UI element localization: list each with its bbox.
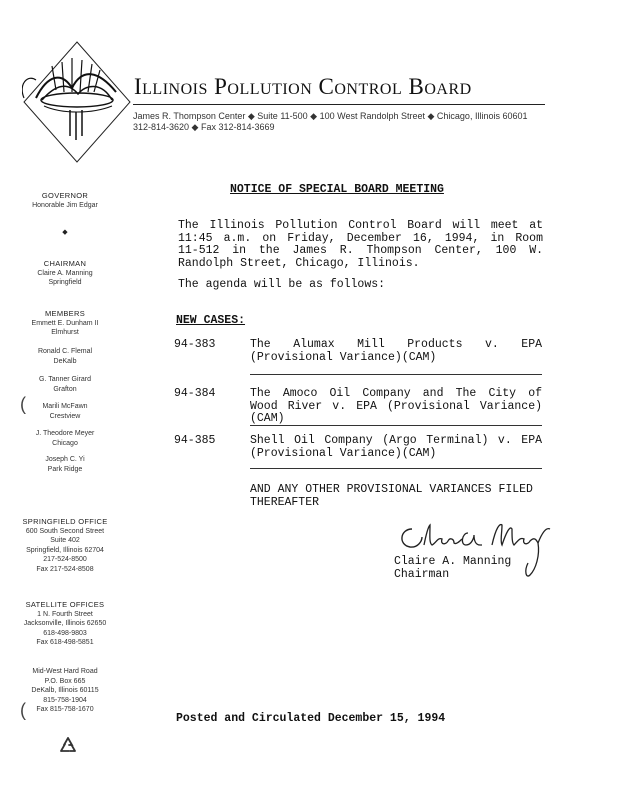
sidebar-member — [10, 375, 120, 394]
case-number: 94-384 — [174, 387, 216, 400]
sidebar-divider-icon: ◆ — [62, 229, 68, 236]
sidebar-member — [10, 429, 120, 448]
office-line: 618-498-9803 — [43, 629, 87, 637]
other-variances — [250, 484, 533, 509]
sidebar-springfield-office — [10, 517, 120, 574]
board-name: Illinois Pollution Control Board — [134, 74, 472, 99]
chairman-title: CHAIRMAN — [43, 259, 87, 268]
office-line: 600 South Second Street — [25, 527, 105, 535]
agenda-line: The agenda will be as follows: — [178, 278, 386, 291]
address-line: James R. Thompson Center ◆ Suite 11-500 ◆ 100 West Randolph Street ◆ Chicago, Illinois 60601 — [133, 111, 528, 121]
recycle-icon — [58, 737, 78, 755]
case-line: Wood River v. EPA (Provisional Variance) — [250, 399, 542, 413]
signer-title: Chairman — [394, 567, 450, 581]
member-city: Chicago — [52, 439, 78, 447]
member-city: Crestview — [49, 412, 81, 420]
office-line: Fax 618-498-5851 — [36, 639, 94, 646]
chairman-city: Springfield — [48, 279, 82, 286]
intro-line: 11-512 in the James R. Thompson Center, 100 W. — [178, 244, 543, 257]
office-line: Mid-West Hard Road — [32, 668, 98, 675]
punch-hole-mark: ( — [20, 700, 26, 720]
member-name: Ronald C. Flemal — [37, 348, 93, 355]
notice-intro — [178, 220, 543, 270]
member-city: Grafton — [53, 385, 77, 393]
punch-hole-mark: ( — [20, 394, 26, 414]
case-divider — [250, 374, 542, 375]
case-divider — [250, 468, 542, 469]
sidebar-satellite-offices — [10, 600, 120, 648]
member-name: G. Tanner Girard — [38, 376, 91, 383]
case-line: (CAM) — [250, 412, 285, 425]
case-line: Shell Oil Company (Argo Terminal) v. EPA — [250, 434, 542, 447]
office-line: DeKalb, Illinois 60115 — [31, 687, 99, 694]
case-entry — [250, 339, 542, 364]
office-line: 217-524-8500 — [43, 556, 87, 563]
member-name: Joseph C. Yi — [45, 456, 85, 463]
office-line: Fax 217-524-8508 — [36, 565, 94, 573]
office-line: 815-758-1904 — [43, 696, 87, 704]
phone-fax-line: 312-814-3620 ◆ Fax 312-814-3669 — [133, 122, 275, 132]
member-city: DeKalb — [53, 357, 77, 365]
satellite-title: SATELLITE OFFICES — [25, 600, 105, 609]
other-line: THEREAFTER — [250, 495, 320, 509]
office-line: Springfield, Illinois 62704 — [26, 546, 104, 554]
members-title: MEMBERS — [44, 309, 86, 318]
member-name: Emmett E. Dunham II — [31, 319, 99, 327]
springfield-title: SPRINGFIELD OFFICE — [22, 517, 108, 526]
case-entry — [250, 435, 542, 460]
intro-line: The Illinois Pollution Control Board will meet at — [178, 219, 543, 232]
member-city: Park Ridge — [47, 465, 83, 473]
sidebar-member — [10, 455, 120, 474]
sidebar-members — [10, 309, 120, 338]
new-cases-heading: NEW CASES: — [176, 314, 246, 327]
governor-name: Honorable Jim Edgar — [32, 201, 98, 209]
intro-line: 11:45 a.m. on Friday, December 16, 1994, in Room — [178, 231, 543, 245]
case-line: (Provisional Variance)(CAM) — [250, 350, 437, 364]
case-line: The Amoco Oil Company and The City of — [250, 387, 542, 400]
case-line: (Provisional Variance)(CAM) — [250, 446, 437, 460]
intro-line: Randolph Street, Chicago, Illinois. — [178, 256, 420, 270]
other-line: AND ANY OTHER PROVISIONAL VARIANCES FILED — [250, 483, 533, 496]
office-line: 1 N. Fourth Street — [37, 610, 93, 618]
sidebar-member — [10, 402, 120, 421]
sidebar-member — [10, 347, 120, 366]
case-line: The Alumax Mill Products v. EPA — [250, 338, 542, 351]
board-seal-logo — [22, 40, 132, 170]
sidebar-governor — [10, 191, 120, 210]
chairman-name: Claire A. Manning — [37, 269, 93, 277]
posted-line: Posted and Circulated December 15, 1994 — [176, 712, 446, 725]
notice-title: NOTICE OF SPECIAL BOARD MEETING — [230, 183, 444, 196]
member-name: J. Theodore Meyer — [35, 430, 95, 437]
governor-title: GOVERNOR — [41, 191, 89, 200]
case-number: 94-385 — [174, 434, 216, 447]
case-entry — [250, 388, 542, 426]
office-line: Fax 815-758-1670 — [36, 706, 94, 713]
office-line: Jacksonville, Illinois 62650 — [23, 620, 107, 627]
signer-name: Claire A. Manning — [394, 555, 512, 568]
signature-block — [394, 556, 511, 581]
office-line: Suite 402 — [50, 537, 80, 544]
letterhead-rule — [133, 104, 545, 105]
case-number: 94-383 — [174, 338, 216, 351]
sidebar-chairman — [10, 259, 120, 288]
office-line: P.O. Box 665 — [44, 677, 86, 685]
member-city: Elmhurst — [51, 329, 79, 336]
case-divider — [250, 425, 542, 426]
member-name: Marili McFawn — [42, 403, 88, 410]
sidebar-satellite-office-2 — [10, 667, 120, 715]
